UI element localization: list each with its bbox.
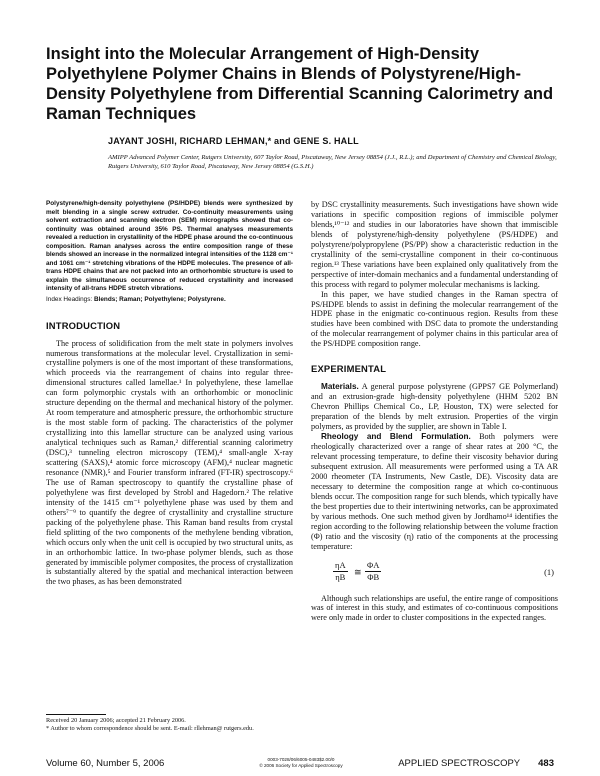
issn-line: 0003-7028/06/6005-0483$2.00/0	[267, 757, 335, 762]
footnotes	[46, 717, 293, 733]
introduction-heading: INTRODUCTION	[46, 319, 121, 331]
abstract: Polystyrene/high-density polyethylene (PS/HDPE) blends were synthesized by melt blending in a single screw extruder. Co-continuity measurements using solvent extraction and scanning electron (SEM) micrographs showed that co-continuity was obtained around 35% PS. Thermal analyses measurements revealed a reduction in crystallinity of the HDPE phase around the co-continuous composition. Raman analyses across the entire composition range of these blends showed an increase in the normalized integral intensities of the 1128 cm⁻¹ and 1061 cm⁻¹ stretching vibrations of the HDPE molecules. The presence of all-trans HDPE chains that are not packed into an orthorhombic structure is used to explain the simultaneous occurrence of reduced crystallinity and increased intensity of all-trans HDPE stretch vibrations.	[46, 200, 293, 293]
right-column	[311, 200, 558, 623]
copyright-block	[240, 757, 362, 769]
journal-name: APPLIED SPECTROSCOPY	[398, 758, 521, 769]
equation-1	[311, 558, 558, 588]
index-headings-label: Index Headings:	[46, 296, 93, 304]
received-footnote: Received 20 January 2006; accepted 21 February 2006.	[46, 717, 186, 724]
journal-footer	[398, 758, 554, 769]
left-column	[46, 200, 293, 587]
materials-label: Materials.	[321, 382, 359, 392]
phi-b: ΦB	[367, 571, 380, 582]
index-headings-terms: Blends; Raman; Polyethylene; Polystyrene.	[93, 296, 226, 304]
copyright-line: © 2006 Society for Applied Spectroscopy	[259, 763, 343, 768]
paper-aim-paragraph: In this paper, we have studied changes in the Raman spectra of PS/HDPE blends to assist in defining the molecular rearrangement of the HDPE phase in the enigmatic co-continuous region. Results from these studies have been combined with DSC data to promote the understanding of the molecular rearrangement of polymer chains in this particular area of the PS/HDPE composition range.	[311, 289, 558, 349]
footnote-divider	[46, 714, 106, 715]
continued-paragraph: by DSC crystallinity measurements. Such investigations have shown wide variations in specific composition regions of immiscible polymer blends,¹⁰⁻¹² and studies in our laboratories have shown that immiscible blends of polystyrene/high-density polyethylene (PS/HDPE) and polystyrene/polypropylene (PS/PP) show a characteristic reduction in the crystallinity of the semi-crystalline component in their co-continuous region.¹³ These variations have been explained only qualitatively from the perspective of inter-domain mechanics and a fundamental understanding of this process with regard to polymer molecular mechanisms is lacking.	[311, 200, 558, 289]
article-title: Insight into the Molecular Arrangement of High-Density Polyethylene Polymer Chains in Blends of Polystyrene/High-Density Polyethylene from Differential Scanning Calorimetry and Raman Techniques	[46, 45, 554, 123]
viscosity-ratio	[333, 560, 348, 583]
materials-paragraph	[311, 382, 558, 432]
after-equation-paragraph: Although such relationships are useful, the entire range of compositions was of interest in this study, and estimates of co-continuous compositions were only made in order to cluster compositions in the expected ranges.	[311, 593, 558, 623]
page-number: 483	[538, 758, 554, 769]
author-list: JAYANT JOSHI, RICHARD LEHMAN,* and GENE S. HALL	[108, 136, 359, 146]
rheology-paragraph	[311, 432, 558, 551]
correspondence-footnote: * Author to whom correspondence should be sent. E-mail: rllehman@ rutgers.edu.	[46, 725, 254, 732]
rheology-label: Rheology and Blend Formulation.	[321, 432, 471, 442]
eta-a: ηA	[335, 559, 346, 570]
index-headings	[46, 296, 293, 305]
eta-b: ηB	[335, 571, 346, 582]
approx-symbol: ≅	[354, 566, 362, 577]
author-affiliation: AMIPP Advanced Polymer Center, Rutgers University, 607 Taylor Road, Piscataway, New Jersey 08854 (J.J., R.L.); and Department of Chemistry and Chemical Biology, Rutgers University, 610 Taylor Road, Piscataway, New Jersey 08854 (G.S.H.)	[108, 154, 557, 171]
rheology-text: Both polymers were rheologically characterized over a range of shear rates at 200 °C, the relevant processing temperature, to define their viscosity behavior during subsequent extrusion. All measurements were performed using a TA AR 2000 rheometer (TA Instruments, New Castle, DE). Viscosity data are necessary to determine the composition range at which co-continuous blends occur. The composition range for such blends, which typically have the best properties due to their intertwining networks, can be approximated by various methods. One such method given by Jordhamo¹⁴ identifies the region according to the following relationship between the volume fraction (Φ) ratio and the viscosity (η) ratio of the components at the processing temperature:	[311, 432, 559, 551]
experimental-heading: EXPERIMENTAL	[311, 363, 387, 375]
materials-text: A general purpose polystyrene (GPPS7 GE Polymerland) and an extrusion-grade high-density polyethylene (HHM 5202 BN Chevron Phillips Chemical Co., LP, Houston, TX) were selected for preparation of the blends by melt extrusion. Properties of the virgin polymers, as provided by the supplier, are shown in Table I.	[311, 382, 558, 432]
volume-fraction-ratio	[365, 560, 381, 583]
phi-a: ΦA	[367, 559, 380, 570]
equation-number: (1)	[544, 566, 554, 577]
volume-issue: Volume 60, Number 5, 2006	[46, 758, 165, 769]
introduction-paragraph: The process of solidification from the melt state in polymers involves numerous transformations at the molecular level. Crystallization in semi-crystalline polymers is one of the most important of these transformations, which proceeds via the rearrangement of chains into regular three-dimensional structures called lamellae.¹ In polyethylene, these lamellae can form polymorphic crystals with an orthorhombic or monoclinic structure depending on the thermal and mechanical history of the polymer. At room temperature and atmospheric pressure, the orthorhombic structure is the most stable form of packing. The characteristics of the polymer crystallizing into this lamellar structure can be analyzed using various analytical techniques such as Raman,² differential scanning calorimetry (DSC),³ tunneling electron microscopy (TEM),⁴ small-angle X-ray scattering (SAXS),⁴ atomic force microscopy (AFM),⁴ nuclear magnetic resonance (NMR),⁵ and Fourier transform infrared (FT-IR) spectroscopy.⁶ The use of Raman spectroscopy to quantify the crystalline phase of polyethylene was first developed by Strobl and Hagedorn.² The relative intensity of the 1415 cm⁻¹ polyethylene phase was used by them and others⁷⁻⁹ to quantify the degree of crystallinity and crystalline structure packing of the polyethylene phase. This Raman band results from crystal field splitting of the two components of the methylene bending vibration, which occurs only when the unit cell is occupied by two structural units, as in an orthorhombic lattice. In two-phase polymer blends, such as those generated by immiscible polymer composites, the process of crystallization is substantially altered by the spatial and mechanical interaction between the two phases, as has been demonstrated	[46, 338, 293, 587]
